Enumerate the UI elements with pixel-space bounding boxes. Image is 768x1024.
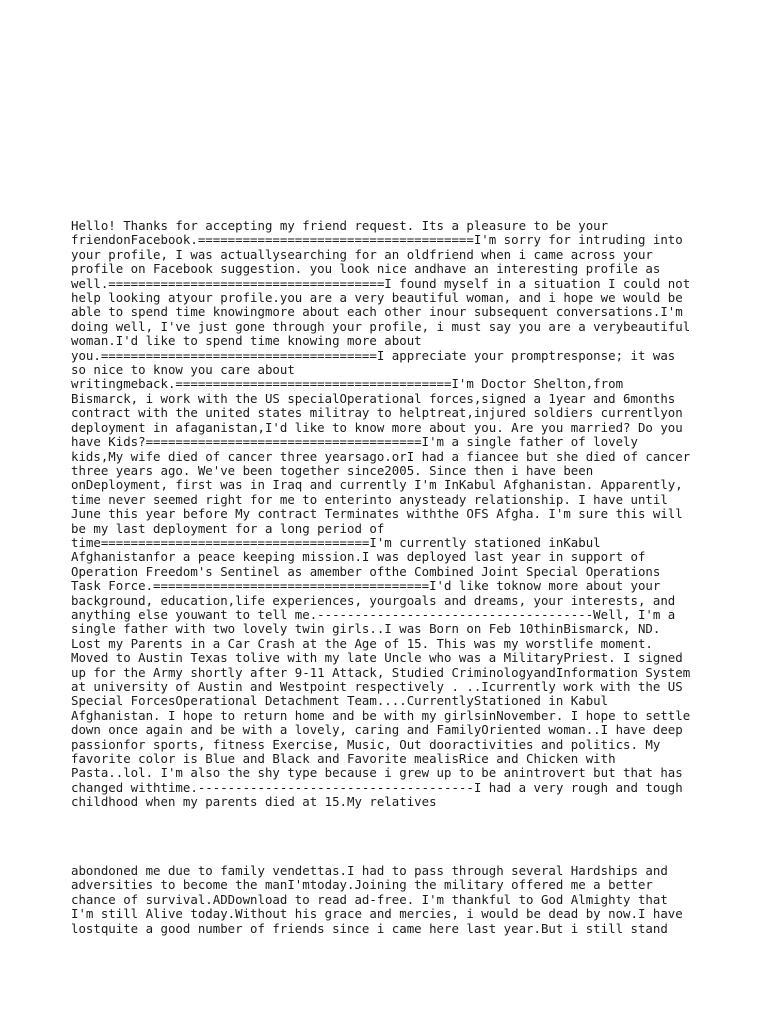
letter-text-block-1 — [71, 219, 711, 810]
text-line: Hello! Thanks for accepting my friend request. Its a pleasure to be your — [71, 218, 609, 233]
text-line: Lost my Parents in a Car Crash at the Age of 15. This was my worstlife moment. — [71, 635, 653, 651]
text-line: down once again and be with a lovely, caring and FamilyOriented woman..I have deep — [71, 722, 683, 738]
text-line: Moved to Austin Texas tolive with my late Uncle who was a MilitaryPriest. I signed — [71, 650, 683, 666]
text-line: adversities to become the manI'mtoday.Joining the military offered me a better — [71, 877, 653, 893]
text-line: I'm still Alive today.Without his grace and mercies, i would be dead by now.I have — [71, 906, 683, 922]
text-line: time====================================I'm currently stationed inKabul — [71, 534, 601, 550]
letter-text-block-2 — [71, 864, 711, 936]
text-line: doing well, I've just gone through your profile, i must say you are a verybeautiful — [71, 318, 691, 334]
text-line: up for the Army shortly after 9-11 Attack, Studied CriminologyandInformation System — [71, 664, 691, 680]
text-line: Operation Freedom's Sentinel as amember ofthe Combined Joint Special Operations — [71, 563, 661, 579]
text-line: single father with two lovely twin girls..I was Born on Feb 10thinBismarck, ND. — [71, 621, 661, 637]
text-line: able to spend time knowingmore about each other inour subsequent conversations.I'm — [71, 304, 683, 320]
text-line: deployment in afaganistan,I'd like to know more about you. Are you married? Do you — [71, 419, 683, 435]
text-line: Pasta..lol. I'm also the shy type because i grew up to be anintrovert but that has — [71, 765, 683, 781]
text-line: chance of survival.ADDownload to read ad-free. I'm thankful to God Almighty that — [71, 891, 668, 907]
text-line: passionfor sports, fitness Exercise, Music, Out dooractivities and politics. My — [71, 736, 661, 752]
text-line: help looking atyour profile.you are a very beautiful woman, and i hope we would be — [71, 290, 683, 306]
text-line: childhood when my parents died at 15.My relatives — [71, 794, 437, 810]
text-line: contract with the united states militray to helptreat,injured soldiers currentlyon — [71, 405, 683, 421]
text-line: woman.I'd like to spend time knowing more about — [71, 333, 422, 349]
text-line: June this year before My contract Terminates withthe OFS Afgha. I'm sure this will — [71, 506, 683, 522]
text-line: be my last deployment for a long period of — [71, 520, 385, 536]
text-line: Task Force.=====================================I'd like toknow more about your — [71, 578, 661, 594]
text-line: Special ForcesOperational Detachment Team....CurrentlyStationed in Kabul — [71, 693, 609, 709]
text-line: changed withtime.-------------------------------------I had a very rough and tough — [71, 779, 683, 795]
text-line: Afghanistan. I hope to return home and be with my girlsinNovember. I hope to settle — [71, 707, 691, 723]
text-line: friendonFacebook.=====================================I'm sorry for intruding into — [71, 232, 683, 248]
text-line: so nice to know you care about — [71, 362, 295, 378]
text-line: three years ago. We've been together since2005. Since then i have been — [71, 462, 594, 478]
text-line: onDeployment, first was in Iraq and currently I'm InKabul Afghanistan. Apparently, — [71, 477, 683, 493]
text-line: background, education,life experiences, yourgoals and dreams, your interests, and — [71, 592, 676, 608]
text-line: kids,My wife died of cancer three yearsago.orI had a fiancee but she died of cancer — [71, 448, 691, 464]
text-line: well.=====================================I found myself in a situation I could not — [71, 275, 691, 291]
text-line: you.=====================================I appreciate your promptresponse; it was — [71, 347, 676, 363]
text-line: favorite color is Blue and Black and Favorite mealisRice and Chicken with — [71, 751, 616, 767]
text-line: your profile, I was actuallysearching for an oldfriend when i came across your — [71, 246, 653, 262]
text-line: abondoned me due to family vendettas.I had to pass through several Hardships and — [71, 863, 668, 878]
text-line: have Kids?=====================================I'm a single father of lovely — [71, 434, 638, 450]
text-line: time never seemed right for me to enterinto anysteady relationship. I have until — [71, 491, 668, 507]
text-line: anything else youwant to tell me.-------------------------------------Well, I'm a — [71, 606, 676, 622]
text-line: Afghanistanfor a peace keeping mission.I was deployed last year in support of — [71, 549, 646, 565]
text-line: profile on Facebook suggestion. you look nice andhave an interesting profile as — [71, 261, 661, 277]
text-line: lostquite a good number of friends since i came here last year.But i still stand — [71, 920, 668, 936]
text-line: at university of Austin and Westpoint respectively . ..Icurrently work with the US — [71, 679, 683, 694]
text-line: Bismarck, i work with the US specialOperational forces,signed a 1year and 6months — [71, 390, 676, 406]
text-line: writingmeback.=====================================I'm Doctor Shelton,from — [71, 376, 624, 392]
